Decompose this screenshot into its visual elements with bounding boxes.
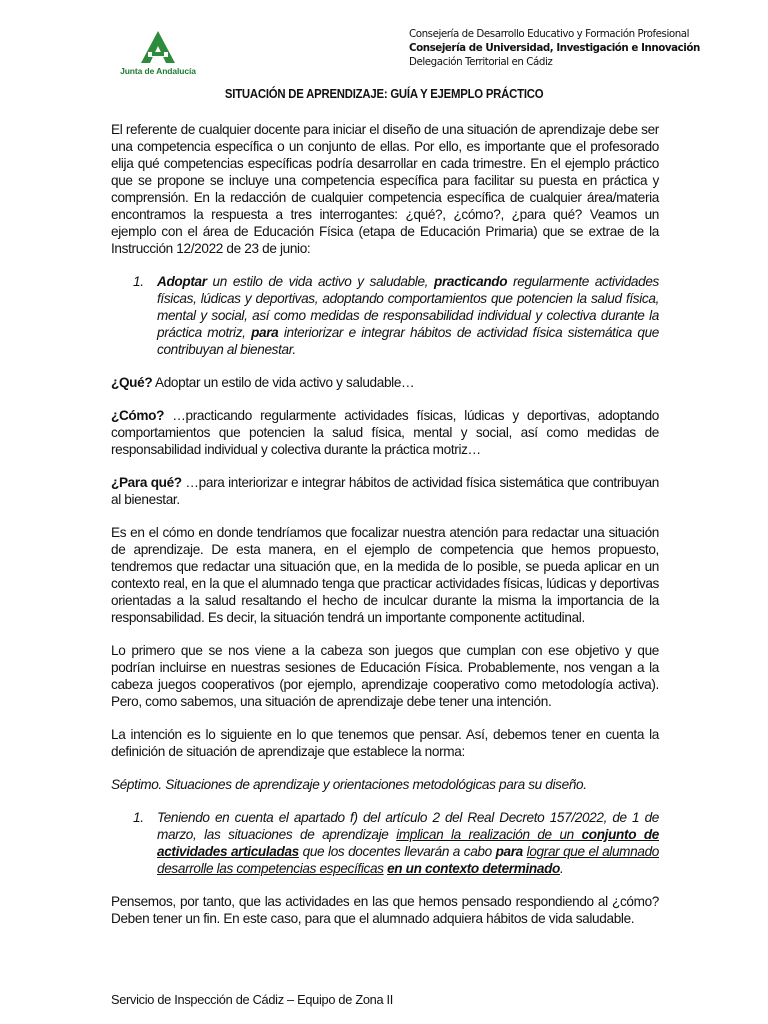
norma-item xyxy=(133,809,659,877)
keyword: para xyxy=(251,325,279,340)
question-label: ¿Para qué? xyxy=(111,475,182,490)
list-number: 1. xyxy=(133,274,144,289)
septimo-heading: Séptimo. Situaciones de aprendizaje y orientaciones metodológicas para su diseño. xyxy=(111,777,587,792)
dept-line: Consejería de Universidad, Investigación e Innovación xyxy=(409,42,700,54)
dept-line: Consejería de Desarrollo Educativo y Formación Profesional xyxy=(409,28,690,40)
logo-text: Junta de Andalucía xyxy=(120,66,196,76)
como-focus-paragraph: Es en el cómo en donde tendríamos que focalizar nuestra atención para redactar una situación de aprendizaje. De esta manera, en el ejemplo de competencia que hemos propuesto, tendremos que redactar una situación que, en la medida de lo posible, se pueda aplicar en un contexto real, en la que el alumnado tenga que practicar actividades físicas, lúdicas y deportivas orientadas a la salud resaltando el hecho de inculcar durante la misma la importancia de la responsabilidad. Es decir, la situación tendrá un importante componente actitudinal. xyxy=(111,525,659,625)
question-label: ¿Qué? xyxy=(111,375,153,390)
department-header xyxy=(409,27,700,69)
primero-paragraph: Lo primero que se nos viene a la cabeza son juegos que cumplan con ese objetivo y que podrían incluirse en nuestras sesiones de Educación Física. Probablemente, nos vengan a la cabeza juegos cooperativos (por ejemplo, aprendizaje cooperativo como metodología activa). Pero, como sabemos, una situación de aprendizaje debe tener una intención. xyxy=(111,643,659,709)
logo-a-icon xyxy=(134,30,182,64)
intro-paragraph: El referente de cualquier docente para iniciar el diseño de una situación de aprendizaje debe ser una competencia específica o un conjunto de ellas. Por ello, es importante que el profesorado elija qué competencias específicas podría desarrollar en cada trimestre. En el ejemplo práctico que se propone se incluye una competencia específica para facilitar su puesta en práctica y comprensión. En la redacción de cualquier competencia específica de cualquier área/materia encontramos la respuesta a tres interrogantes: ¿qué?, ¿cómo?, ¿para qué? Veamos un ejemplo con el área de Educación Física (etapa de Educación Primaria) que se extrae de la Instrucción 12/2022 de 23 de junio: xyxy=(111,122,659,256)
que-paragraph: ¿Qué? Adoptar un estilo de vida activo y saludable… xyxy=(111,375,415,390)
document-title: SITUACIÓN DE APRENDIZAJE: GUÍA Y EJEMPLO PRÁCTICO xyxy=(224,86,544,101)
paraque-paragraph: ¿Para qué? …para interiorizar e integrar hábitos de actividad física sistemática que contribuyan al bienestar. xyxy=(111,475,659,507)
pensemos-paragraph: Pensemos, por tanto, que las actividades en las que hemos pensado respondiendo al ¿cómo? Deben tener un fin. En este caso, para que el alumnado adquiera hábitos de vida saludable. xyxy=(111,894,659,926)
norma-text: Teniendo en cuenta el apartado f) del artículo 2 del Real Decreto 157/2022, de 1 de marzo, las situaciones de aprendizaje implican la realización de un conjunto de actividades articuladas que los docentes llevarán a cabo para lograr que el alumnado desarrolle las competencias específicas en un contexto determinado. xyxy=(157,810,659,876)
como-paragraph: ¿Cómo? …practicando regularmente actividades físicas, lúdicas y deportivas, adoptando comportamientos que potencien la salud física, mental y social, así como medidas de responsabilidad individual y colectiva durante la práctica motriz… xyxy=(111,408,659,457)
list-number: 1. xyxy=(133,810,144,825)
intencion-paragraph: La intención es lo siguiente en lo que tenemos que pensar. Así, debemos tener en cuenta la definición de situación de aprendizaje que establece la norma: xyxy=(111,727,659,759)
page-footer: Servicio de Inspección de Cádiz – Equipo de Zona II xyxy=(111,992,394,1007)
competency-item xyxy=(133,273,659,358)
document-body xyxy=(111,121,659,927)
competency-text: Adoptar un estilo de vida activo y saludable, practicando regularmente actividades físicas, lúdicas y deportivas, adoptando comportamientos que potencien la salud física, mental y social, así como medidas de responsabilidad individual y colectiva durante la práctica motriz, para interiorizar e integrar hábitos de actividad física sistemática que contribuyan al bienestar. xyxy=(157,274,659,357)
question-label: ¿Cómo? xyxy=(111,408,165,423)
keyword: practicando xyxy=(433,274,508,289)
junta-andalucia-logo xyxy=(112,30,204,80)
dept-line: Delegación Territorial en Cádiz xyxy=(409,56,553,68)
keyword: Adoptar xyxy=(157,274,207,289)
